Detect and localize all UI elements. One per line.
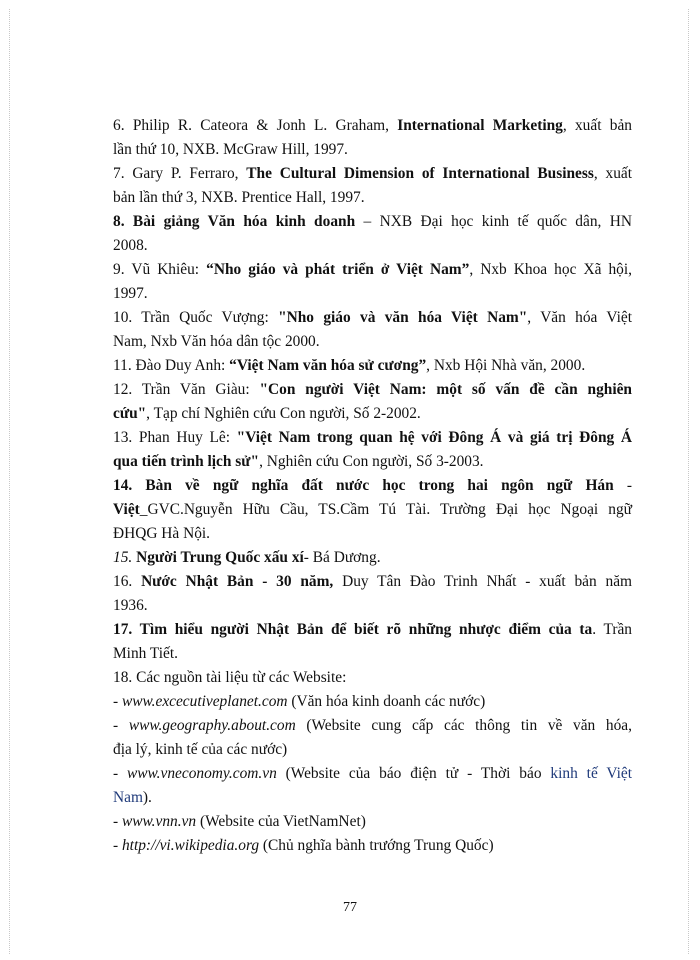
reference-text-segment: www.geography.about.com [128,717,296,734]
reference-line [113,522,632,546]
reference-line [113,330,632,354]
reference-text-segment: www.vnn.vn [121,813,197,830]
reference-text-segment: 16. [113,573,142,590]
reference-text-segment: 12. Trần Văn Giàu: [113,381,260,398]
page-number: 77 [343,900,357,915]
reference-line [113,594,632,618]
reference-text-segment: "Việt Nam trong quan hệ với Đông Á và giá trị Đông Á [236,429,632,446]
reference-text-segment: cứu" [113,405,147,422]
reference-line [113,786,632,810]
reference-entry [113,354,632,378]
reference-text-segment: 18. Các nguồn tài liệu từ các Website: [113,669,347,686]
reference-text-segment: 8. Bài giảng Văn hóa kinh doanh [113,213,356,230]
reference-line [113,834,632,858]
reference-text-segment: 13. Phan Huy Lê: [113,429,237,446]
reference-text-segment: , Tạp chí Nghiên cứu Con người, Số 2-2002. [146,405,421,422]
reference-text-segment: 9. Vũ Khiêu: [113,261,207,278]
reference-text-segment: , xuất bản [562,117,632,134]
reference-text-segment: - [113,813,122,830]
reference-text-segment: - [113,765,128,782]
reference-text-segment: 2008. [113,237,148,254]
reference-line [113,738,632,762]
reference-line [113,546,632,570]
reference-entry [113,306,632,354]
reference-line [113,306,632,330]
reference-line [113,138,632,162]
reference-text-segment: Nam, Nxb Văn hóa dân tộc 2000. [113,333,320,350]
reference-line [113,186,632,210]
reference-entry [113,810,632,834]
reference-text-segment: 6. Philip R. Cateora & Jonh L. Graham, [113,117,398,134]
reference-entry [113,474,632,546]
reference-line [113,210,632,234]
reference-text-segment: "Con người Việt Nam: một số vấn đề cần nghiên [259,381,632,398]
reference-text-segment: 15. [113,549,137,566]
reference-entry [113,570,632,618]
reference-entry [113,618,632,666]
reference-text-segment: 11. Đào Duy Anh: [113,357,230,374]
reference-text-segment: _GVC.Nguyễn Hữu Cầu, TS.Cầm Tú Tài. Trường Đại học Ngoại ngữ [139,501,632,518]
reference-line [113,474,632,498]
reference-line [113,714,632,738]
reference-text-segment: http://vi.wikipedia.org [121,837,260,854]
reference-text-segment: , xuất [593,165,632,182]
reference-text-segment: Duy Tân Đào Trinh Nhất - xuất bản năm [333,573,633,590]
reference-text-segment: Minh Tiết. [113,645,179,662]
reference-entry [113,210,632,258]
reference-text-segment: (Website của báo điện tử - Thời báo [276,765,551,782]
reference-text-segment: - [113,837,122,854]
reference-text-segment: bản lần thứ 3, NXB. Prentice Hall, 1997. [113,189,365,206]
reference-text-segment: qua tiến trình lịch sử" [113,453,260,470]
reference-text-segment: “Việt Nam văn hóa sử cương” [229,357,427,374]
reference-line [113,162,632,186]
reference-text-segment: Người Trung Quốc xấu xí [136,549,304,566]
reference-entry [113,378,632,426]
reference-text-segment: Việt [113,501,140,518]
reference-line [113,450,632,474]
reference-line [113,618,632,642]
reference-line [113,282,632,306]
reference-line [113,690,632,714]
reference-text-segment: ). [142,789,152,806]
reference-entry [113,762,632,810]
reference-text-segment: Nước Nhật Bản - 30 năm, [141,573,334,590]
reference-line [113,378,632,402]
reference-text-segment: ĐHQG Hà Nội. [113,525,211,542]
reference-text-segment: The Cultural Dimension of International Business [246,165,594,182]
reference-link-text[interactable]: Nam [113,789,143,806]
reference-entry [113,714,632,762]
reference-text-segment: International Marketing [397,117,563,134]
reference-text-segment: 7. Gary P. Ferraro, [113,165,247,182]
reference-entry [113,258,632,306]
reference-entry [113,162,632,210]
reference-text-segment: www.vneconomy.com.vn [127,765,277,782]
reference-text-segment: - Bá Dương. [303,549,381,566]
reference-entry [113,114,632,162]
reference-entry [113,546,632,570]
reference-text-segment: 10. Trần Quốc Vượng: [113,309,279,326]
reference-line [113,402,632,426]
reference-text-segment: - [113,693,122,710]
reference-line [113,426,632,450]
reference-text-segment: 17. Tìm hiểu người Nhật Bản để biết rõ những nhược điểm của ta [113,621,593,638]
reference-line [113,234,632,258]
reference-line [113,762,632,786]
reference-text-segment: - [613,477,632,494]
reference-text-segment: – NXB Đại học kinh tế quốc dân, HN [355,213,633,230]
reference-link-text[interactable]: kinh tế Việt [550,765,632,782]
reference-entry [113,690,632,714]
reference-line [113,258,632,282]
reference-text-segment: địa lý, kinh tế của các nước) [113,741,288,758]
reference-line [113,114,632,138]
reference-text-segment: www.excecutiveplanet.com [121,693,288,710]
reference-text-segment: - [113,717,129,734]
reference-text-segment: “Nho giáo và phát triển ở Việt Nam” [206,261,470,278]
reference-list [113,114,632,858]
reference-text-segment: 14. Bàn về ngữ nghĩa đất nước học trong hai ngôn ngữ Hán [113,477,614,494]
reference-text-segment: , Văn hóa Việt [527,309,632,326]
reference-entry [113,666,632,690]
reference-text-segment: 1936. [113,597,148,614]
reference-line [113,642,632,666]
reference-text-segment: "Nho giáo và văn hóa Việt Nam" [278,309,528,326]
reference-text-segment: (Website của VietNamNet) [196,813,366,830]
reference-line [113,498,632,522]
reference-text-segment: (Website cung cấp các thông tin về văn hóa, [295,717,632,734]
reference-text-segment: (Chủ nghĩa bành trướng Trung Quốc) [259,837,494,854]
reference-text-segment: (Văn hóa kinh doanh các nước) [287,693,486,710]
reference-line [113,354,632,378]
reference-text-segment: , Nxb Hội Nhà văn, 2000. [426,357,586,374]
reference-entry [113,426,632,474]
reference-text-segment: . Trần [592,621,632,638]
reference-text-segment: lần thứ 10, NXB. McGraw Hill, 1997. [113,141,348,158]
reference-text-segment: 1997. [113,285,148,302]
reference-text-segment: , Nxb Khoa học Xã hội, [469,261,632,278]
reference-text-segment: , Nghiên cứu Con người, Số 3-2003. [259,453,484,470]
reference-line [113,810,632,834]
reference-entry [113,834,632,858]
reference-line [113,666,632,690]
reference-line [113,570,632,594]
